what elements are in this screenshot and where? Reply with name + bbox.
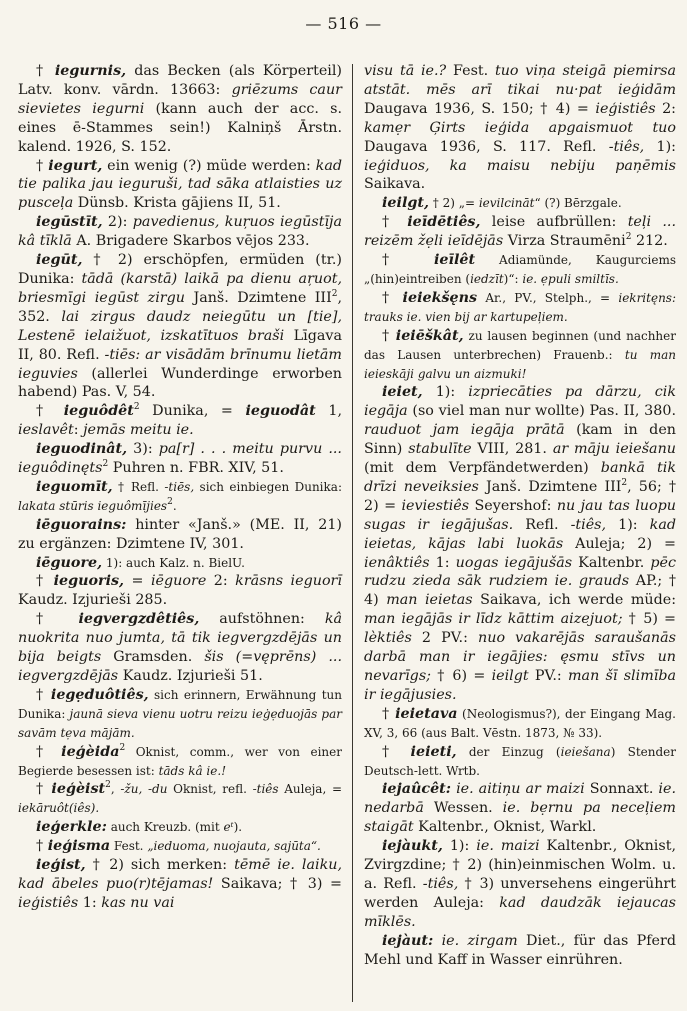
- superscript: 2: [105, 780, 111, 791]
- dictionary-entry: [364, 705, 676, 743]
- definition-text: † 5) =: [622, 611, 676, 628]
- definition-text: )“:: [503, 271, 523, 286]
- example-text: iekāruôt(iês).: [18, 801, 100, 816]
- definition-text: =: [124, 573, 151, 590]
- definition-text: † 6) =: [430, 668, 492, 684]
- example-text: ie. zirgam: [441, 932, 518, 949]
- definition-text: 1): auch Kalz. n. BielU.: [102, 555, 245, 570]
- example-text: kas nu vai: [101, 894, 175, 911]
- definition-text: †: [36, 743, 62, 760]
- dictionary-entry: [18, 856, 342, 913]
- dictionary-entry: [18, 572, 342, 610]
- definition-text: Fest.: [446, 63, 495, 79]
- example-text: lai zirgus daudz neiegūtu un [tie], Lestenē ielaižuot, izskatītuos braši: [18, 308, 342, 344]
- example-text: stabulīte: [408, 441, 472, 458]
- entry-headword: iēguore,: [36, 554, 103, 571]
- definition-text: Daugava 1936, S. 117. Refl.: [364, 138, 609, 155]
- dictionary-entry: [364, 251, 676, 289]
- definition-text: AP.; † 4): [364, 573, 676, 609]
- example-text: man ieietas: [386, 592, 473, 609]
- definition-text: †: [36, 781, 52, 798]
- example-text: -tiês,: [422, 875, 459, 892]
- dictionary-entry: [364, 743, 676, 781]
- definition-text: 2:: [206, 573, 236, 590]
- entry-headword: ieietava: [395, 705, 458, 722]
- dictionary-entry: [18, 62, 342, 157]
- page-number: — 516 —: [305, 14, 382, 33]
- entry-headword: ieguodinât,: [36, 441, 128, 458]
- definition-text: (kann auch der acc. s. eines ē-Stammes sein!) Kalniņš Ārstn. kalend. 1926, S. 152.: [18, 100, 343, 155]
- definition-text: .: [172, 498, 177, 513]
- dictionary-entry: [18, 440, 342, 478]
- example-text: tuo viņa steigā piemirsa atstāt. mēs arī tikai nu·pat ieģidām: [364, 63, 676, 98]
- definition-text: 3):: [127, 441, 159, 458]
- entry-headword: ieguoris,: [53, 573, 125, 590]
- definition-text: 1,: [315, 403, 342, 420]
- example-text: -tiēs,: [164, 479, 195, 494]
- definition-text: †: [382, 289, 403, 306]
- definition-text: †: [382, 743, 411, 760]
- entry-headword: iēguorains:: [36, 516, 127, 533]
- example-text: -tiês,: [608, 138, 645, 155]
- definition-text: 1):: [442, 838, 477, 855]
- example-text: griēzums caur sievietes iegurni: [18, 81, 342, 117]
- example-text: -tiēs:: [104, 346, 141, 363]
- example-text: ieviestiês: [401, 497, 470, 514]
- example-text: ieģistiês: [18, 894, 79, 911]
- example-text: ieilgt: [491, 668, 529, 684]
- definition-text: †: [36, 573, 54, 590]
- example-text: ie. nedarbā: [364, 781, 676, 817]
- example-text: visu tā ie.?: [364, 63, 447, 79]
- definition-text: Auleja, =: [278, 782, 343, 797]
- definition-text: Fest.: [110, 839, 148, 854]
- definition-text: †: [36, 686, 51, 703]
- example-text: krāsns ieguorī: [235, 573, 342, 590]
- definition-text: , 56; † 2) =: [364, 478, 676, 514]
- example-text: bankā tik drīzi neveiksies: [364, 460, 676, 495]
- definition-text: (mit dem Verpfändetwerden): [364, 460, 601, 477]
- example-text: lèktiês: [364, 630, 412, 647]
- definition-text: sich einbiegen Dunika:: [194, 479, 342, 494]
- definition-text: (allerlei Wunderdinge erworben habend) Pas. V, 54.: [18, 365, 342, 401]
- example-text: man iegājās ir līdz kāttim aizejuot;: [364, 611, 623, 628]
- definition-text: PV.:: [528, 668, 568, 684]
- definition-text: “ (?) Bērzgale.: [534, 196, 622, 211]
- definition-text: Seyershof:: [469, 497, 557, 514]
- definition-text: Refl.: [513, 516, 571, 533]
- example-text: ieslavêt: [18, 422, 74, 439]
- entry-headword: ieģerkle:: [36, 819, 107, 836]
- dictionary-entry: [18, 686, 342, 743]
- definition-text: ein wenig (?) müde werden:: [102, 157, 316, 174]
- entry-headword: iegūstīt,: [36, 214, 103, 231]
- entry-headword: ieīlêt: [434, 252, 476, 269]
- definition-text: sich erinnern, Erwähnung tun Dunika:: [18, 687, 342, 721]
- dictionary-entry: [18, 251, 342, 402]
- definition-text: der Einzug (: [456, 744, 561, 759]
- example-text: tēmē ie. laiku, kad ābeles puo(r)tējamas!: [18, 857, 342, 892]
- definition-text: aufstöhnen:: [199, 611, 325, 628]
- right-column: [364, 62, 676, 970]
- definition-text: † 2) „=: [428, 196, 479, 211]
- example-text: eᵗ: [223, 820, 234, 835]
- definition-text: Oknist, refl.: [167, 782, 253, 797]
- definition-text: leise aufbrüllen:: [480, 214, 628, 231]
- example-text: tāds kâ ie.!: [158, 763, 227, 778]
- definition-text: Sonnaxt.: [584, 781, 659, 798]
- example-text: „ieduoma, nuojauta, sajūta“.: [147, 839, 321, 854]
- dictionary-entry: [364, 327, 676, 384]
- definition-text: 1:: [78, 894, 102, 911]
- entry-headword: ieguomīt,: [36, 478, 113, 495]
- definition-text: Kaltenbr., Oknist, Warkl.: [413, 819, 597, 836]
- entry-headword: ieguodât: [245, 403, 316, 420]
- example-text: ie. aitiņu ar maizi: [456, 781, 585, 798]
- definition-text: †: [382, 327, 396, 344]
- dictionary-entry: [18, 610, 342, 686]
- definition-text: Līgava II, 80. Refl.: [18, 327, 343, 363]
- definition-text: Kaltenbr., Oknist, Zvirgzdine; † 2) (hin)einmischen Wolm. u. a. Refl.: [364, 838, 676, 892]
- dictionary-entry: [18, 478, 342, 516]
- dictionary-entry: [18, 516, 342, 554]
- dictionary-entry: [18, 743, 342, 781]
- definition-text: †: [36, 611, 79, 628]
- superscript: 2: [102, 459, 109, 470]
- definition-text: Janš. Dzimtene III: [478, 478, 622, 495]
- example-text: ar māju ieiešanu: [552, 441, 676, 458]
- entry-headword: ieīdētiês,: [407, 214, 481, 231]
- definition-text: Puhren n. FBR. XIV, 51.: [108, 460, 284, 477]
- superscript: 2: [625, 232, 632, 243]
- example-text: -tiês: [252, 782, 279, 797]
- definition-text: Oknist, comm., wer von einer Begierde besessen ist:: [18, 744, 342, 778]
- definition-text: Virza Straumēni: [503, 233, 626, 250]
- superscript: 2: [167, 497, 173, 508]
- definition-text: 2 PV.:: [411, 630, 479, 647]
- definition-text: †: [382, 214, 408, 231]
- definition-text: †: [36, 838, 48, 855]
- definition-text: Dünsb. Krista gājiens II, 51.: [73, 195, 281, 212]
- entry-headword: ieģèida: [61, 743, 120, 760]
- example-text: -žu, -du: [120, 782, 168, 797]
- definition-text: †: [382, 252, 434, 269]
- definition-text: [433, 933, 441, 949]
- example-text: izpriecāties pa dārzu, cik iegāja: [364, 384, 676, 420]
- definition-text: VIII, 281.: [471, 441, 553, 458]
- example-text: kad ieietas, kājas labi luokās: [364, 516, 676, 552]
- definition-text: † 2) erschöpfen, ermüden (tr.) Dunika:: [18, 252, 342, 287]
- entry-headword: ieguôdêt: [63, 403, 134, 420]
- definition-text: , 352.: [18, 289, 343, 325]
- definition-text: Kaltenbr.: [572, 554, 651, 571]
- definition-text: Janš. Dzimtene III: [184, 289, 332, 306]
- entry-headword: ieilgt,: [382, 195, 429, 212]
- dictionary-entry: [364, 932, 676, 970]
- dictionary-entry: [364, 213, 676, 251]
- definition-text: 2:: [655, 100, 676, 117]
- definition-text: Saikava, ich werde müde:: [472, 592, 677, 609]
- example-text: ienâktiês: [364, 554, 430, 571]
- example-text: kad daudzāk iejaucas mīklēs.: [364, 894, 676, 930]
- entry-headword: iegurt,: [48, 157, 103, 174]
- definition-text: (so viel man nur wollte) Pas. II, 380.: [407, 403, 676, 420]
- definition-text: Kaudz. Izjurieši 285.: [18, 592, 168, 609]
- definition-text: Saikava; † 3) =: [213, 875, 342, 892]
- example-text: ie. maizi: [476, 838, 540, 855]
- dictionary-entry: [18, 157, 342, 214]
- example-text: lakata stūris ieguômījies: [18, 498, 168, 513]
- entry-headword: ieģist,: [36, 857, 86, 874]
- definition-text: A. Brigadere Skarbos vējos 233.: [71, 233, 310, 250]
- dictionary-entry: [18, 780, 342, 818]
- example-text: ieģistiês: [595, 100, 656, 117]
- entry-headword: iegurnis,: [54, 63, 127, 79]
- definition-text: †: [36, 157, 49, 174]
- example-text: tu man ieieskāji galvu un aizmuki!: [364, 347, 676, 381]
- example-text: pēc rudzu zieda sāk rudziem ie. grauds: [364, 554, 676, 590]
- entry-headword: ieiet,: [382, 384, 423, 401]
- definition-text: †: [36, 403, 64, 420]
- definition-text: 212.: [631, 233, 668, 250]
- entry-headword: iejaûcêt:: [382, 781, 452, 798]
- definition-text: das Becken (als Körperteil) Latv. konv. vārdn. 13663:: [18, 63, 343, 98]
- definition-text: 1):: [422, 384, 469, 401]
- left-column: [18, 62, 342, 913]
- example-text: ieiešana: [560, 744, 611, 759]
- entry-headword: iegẹduôtiês,: [50, 686, 149, 703]
- superscript: 2: [133, 402, 140, 413]
- example-text: -tiês,: [570, 516, 607, 533]
- example-text: iedzīt: [470, 271, 504, 286]
- definition-text: † 3) unversehens eingerührt werden Auleja:: [364, 875, 676, 911]
- example-text: ie. bẹrnu pa neceļiem staigāt: [364, 800, 676, 836]
- example-text: ieģiduos, ka maisu nebiju paņēmis: [364, 157, 676, 174]
- superscript: 2: [119, 742, 126, 753]
- example-text: pa[r] . . . meitu purvu ... ieguôdinęts: [18, 441, 342, 477]
- column-divider: [352, 64, 353, 1002]
- example-text: pavedienus, kuŗuos iegūstīja kâ tīklā: [18, 214, 342, 250]
- dictionary-entry: [18, 818, 342, 837]
- example-text: nu jau tas luopu sugas ir iegājušas.: [364, 497, 676, 533]
- dictionary-entry: [364, 837, 676, 932]
- dictionary-entry: [18, 402, 342, 440]
- dictionary-entry: [364, 383, 676, 704]
- superscript: 2: [621, 478, 628, 489]
- example-text: ar visādām brīnumu lietām ieguvies: [18, 346, 342, 382]
- dictionary-entry: [364, 62, 676, 194]
- definition-text: Wessen.: [423, 800, 503, 817]
- entry-headword: ieieti,: [410, 743, 457, 760]
- definition-text: (kam in den Sinn): [364, 422, 676, 458]
- definition-text: auch Kreuzb. (mit: [106, 820, 224, 835]
- definition-text: 1):: [644, 138, 676, 155]
- definition-text: hinter «Janš.» (ME. II, 21) zu ergänzen: Dzimtene IV, 301.: [18, 516, 342, 552]
- entry-headword: iejàukt,: [382, 838, 443, 855]
- example-text: man šī slimība ir iegājusies.: [364, 668, 676, 703]
- entry-headword: ieiēškât,: [395, 327, 464, 344]
- definition-text: Dunika, =: [139, 403, 246, 420]
- definition-text: Adiamünde, Kaugurciems „(hin)eintreiben (: [364, 253, 676, 286]
- definition-text: †: [36, 63, 55, 79]
- definition-text: zu lausen beginnen (und nachher das Lausen unterbrechen) Frauenb.:: [364, 328, 676, 362]
- dictionary-entry: [364, 194, 676, 213]
- definition-text: :: [73, 422, 84, 439]
- example-text: rauduot jam iegāja prātā: [364, 422, 565, 439]
- definition-text: Diet., für das Pferd Mehl und Kaff in Wasser einrühren.: [364, 932, 676, 968]
- example-text: iēguore: [150, 573, 207, 590]
- definition-text: (Neologismus?), der Eingang Mag. XV, 3, 66 (aus Balt. Vēstn. 1873, № 33).: [364, 706, 677, 740]
- definition-text: 2):: [102, 214, 133, 231]
- entry-headword: ieģisma: [47, 838, 111, 855]
- entry-headword: ieģèist: [51, 781, 106, 798]
- definition-text: Kaudz. Izjurieši 51.: [118, 668, 263, 684]
- dictionary-entry: [364, 780, 676, 837]
- superscript: 2: [331, 289, 338, 300]
- definition-text: 1:: [429, 554, 456, 571]
- entry-headword: iegūt,: [36, 252, 83, 269]
- definition-text: Gramsden.: [101, 649, 205, 666]
- example-text: kamẹr Ģirts ieģida apgaismuot tuo: [364, 119, 676, 136]
- definition-text: Saikava.: [364, 176, 426, 193]
- definition-text: Auleja; 2) =: [563, 535, 676, 552]
- definition-text: 1):: [606, 516, 650, 533]
- example-text: kad tie palika jau ieguruši, tad sāka atlaisties uz pusceļa: [18, 157, 342, 212]
- example-text: šis (=vęprēns) ... iegvergzdējās: [18, 649, 342, 684]
- definition-text: † 2) sich merken:: [85, 857, 235, 874]
- example-text: jemās meitu ie.: [83, 422, 194, 439]
- dictionary-entry: [18, 554, 342, 573]
- entry-headword: ieiekšęns: [402, 289, 478, 306]
- definition-text: ).: [233, 820, 243, 835]
- definition-text: ) Stender Deutsch-lett. Wrtb.: [364, 744, 677, 778]
- example-text: uogas iegājušās: [455, 554, 573, 571]
- example-text: kâ nuokrita nuo jumta, tā tik iegvergzdējās un bija beigts: [18, 611, 342, 666]
- entry-headword: iejàut:: [382, 932, 434, 949]
- example-text: jaunā sieva vienu uotru reizu ieġẹduojās par savām tẹva mājām.: [18, 706, 342, 740]
- definition-text: Ar., PV., Stelph., =: [477, 290, 619, 305]
- example-text: tādā (karstā) laikā pa dienu aŗuot, briesmīgi iegūst zirgu: [18, 270, 343, 306]
- dictionary-entry: [18, 213, 342, 251]
- example-text: iekritęns: trauks ie. vien bij ar kartupeļiem.: [364, 290, 676, 324]
- entry-headword: iegvergzdêtiês,: [78, 611, 200, 628]
- definition-text: † Refl.: [112, 479, 165, 494]
- example-text: ievilcināt: [478, 196, 535, 211]
- dictionary-entry: [18, 837, 342, 856]
- example-text: nuo vakarējās saraušanās darbā man ir iegājies: ęsmu stīvs un nevarīgs;: [364, 630, 676, 684]
- example-text: ie. ẹpuli smiltīs.: [522, 271, 619, 286]
- dictionary-entry: [364, 289, 676, 327]
- definition-text: †: [382, 705, 396, 722]
- example-text: teļi ... reizēm žẹli ieīdējās: [364, 214, 676, 250]
- definition-text: ,: [110, 782, 121, 797]
- definition-text: Daugava 1936, S. 150; † 4) =: [364, 100, 596, 117]
